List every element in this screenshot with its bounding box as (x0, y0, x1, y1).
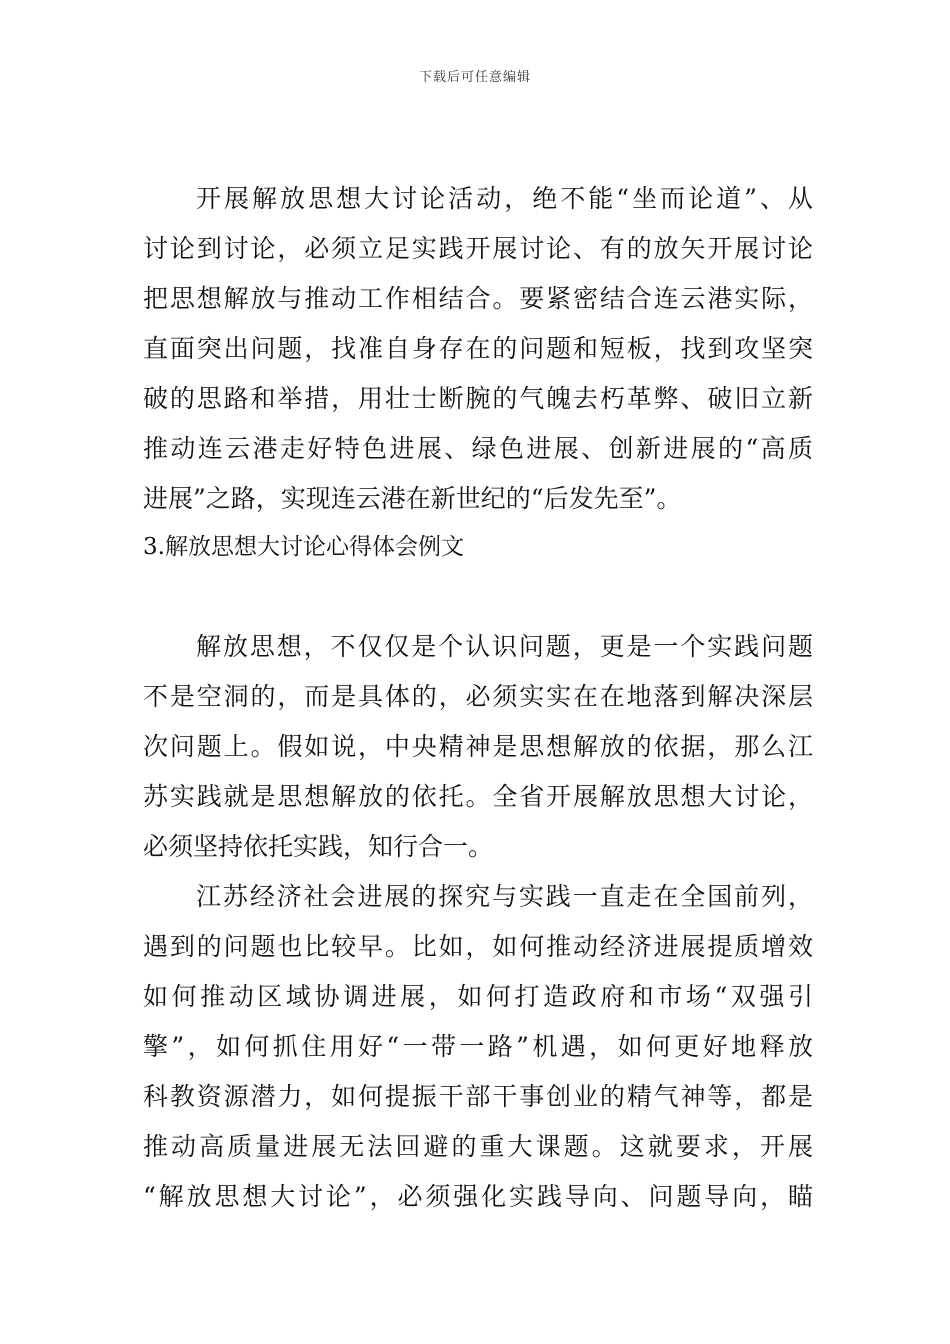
paragraph-line: 进展”之路，实现连云港在新世纪的“后发先至”。 (143, 484, 682, 513)
paragraph-line: 把思想解放与推动工作相结合。要紧密结合连云港实际， (143, 284, 813, 313)
paragraph-line: 遇到的问题也比较早。比如，如何推动经济进展提质增效 (143, 932, 813, 961)
paragraph-line: 推动连云港走好特色进展、绿色进展、创新进展的“高质 (143, 434, 813, 463)
paragraph-line: 推动高质量进展无法回避的重大课题。这就要求，开展 (143, 1132, 813, 1161)
paragraph-line: 擎”，如何抓住用好“一带一路”机遇，如何更好地释放 (143, 1032, 813, 1061)
paragraph-line: 破的思路和举措，用壮士断腕的气魄去朽革弊、破旧立新 (143, 384, 813, 413)
paragraph-line: 如何推动区域协调进展，如何打造政府和市场“双强引 (143, 982, 813, 1011)
paragraph-line: 直面突出问题，找准自身存在的问题和短板，找到攻坚突 (143, 334, 813, 363)
paragraph-line: 次问题上。假如说，中央精神是思想解放的依据，那么江 (143, 732, 813, 761)
paragraph-line: 开展解放思想大讨论活动，绝不能“坐而论道”、从 (196, 184, 813, 213)
paragraph-line: 讨论到讨论，必须立足实践开展讨论、有的放矢开展讨论 (143, 234, 813, 263)
paragraph-line: 必须坚持依托实践，知行合一。 (143, 832, 494, 861)
paragraph-line: 江苏经济社会进展的探究与实践一直走在全国前列， (196, 882, 813, 911)
paragraph-line: 苏实践就是思想解放的依托。全省开展解放思想大讨论， (143, 782, 813, 811)
paragraph-line: 解放思想，不仅仅是个认识问题，更是一个实践问题 (196, 632, 813, 661)
section-heading: 3.解放思想大讨论心得体会例文 (143, 534, 464, 560)
paragraph-line: 科教资源潜力，如何提振干部干事创业的精气神等，都是 (143, 1082, 813, 1111)
paragraph-line: “解放思想大讨论”，必须强化实践导向、问题导向，瞄 (143, 1182, 813, 1211)
paragraph-line: 不是空洞的，而是具体的，必须实实在在地落到解决深层 (143, 682, 813, 711)
header-note: 下载后可任意编辑 (418, 70, 531, 85)
